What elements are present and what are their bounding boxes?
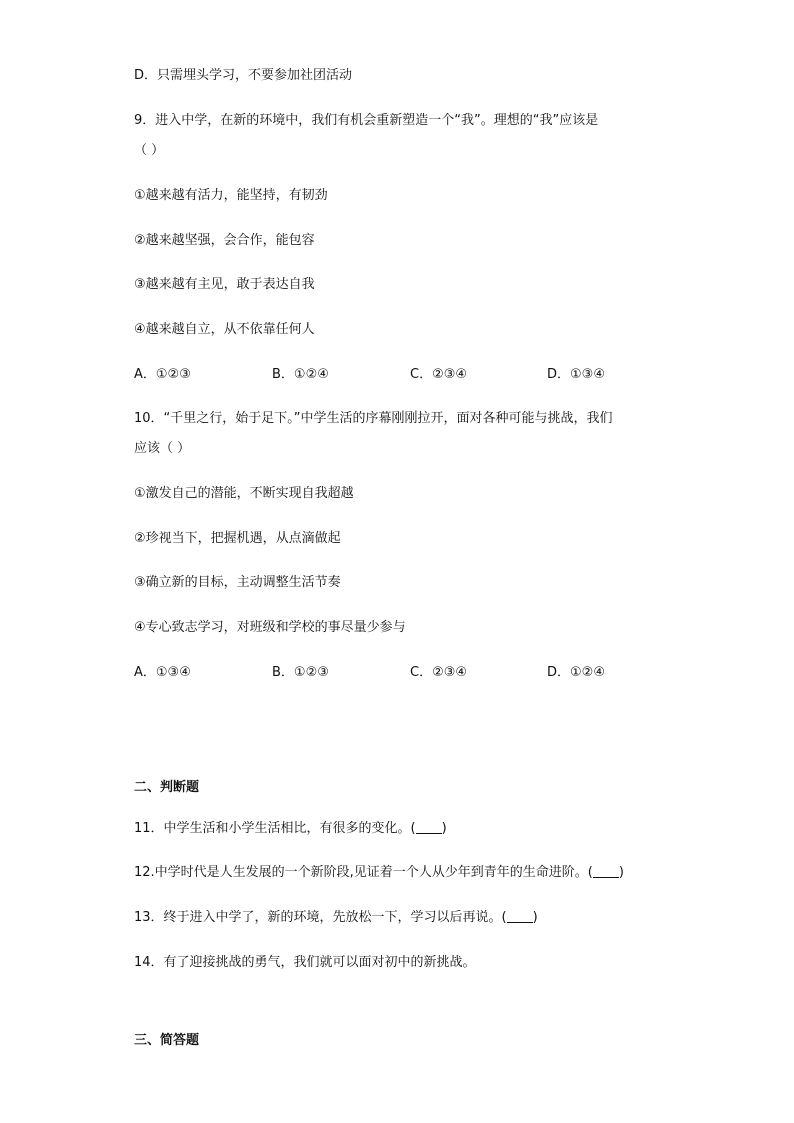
q13-answer-blank[interactable] xyxy=(507,908,533,923)
q12-text: 12.中学时代是人生发展的一个新阶段,见证着一个人从少年到青年的生命进阶。( xyxy=(134,865,593,880)
q10-stem-line1: 10．“千里之行，始于足下。”中学生活的序幕刚刚拉开，面对各种可能与挑战，我们 xyxy=(134,411,613,426)
q9-option-c: C．②③④ xyxy=(410,367,468,382)
q12-answer-blank[interactable] xyxy=(593,863,619,878)
q11-close: ) xyxy=(441,821,447,836)
q10-item-3: ③确立新的目标，主动调整生活节奏 xyxy=(134,575,341,590)
q10-option-c: C．②③④ xyxy=(410,665,468,680)
q9-item-1: ①越来越有活力，能坚持，有韧劲 xyxy=(134,188,328,203)
section3-heading: 三、简答题 xyxy=(134,1033,200,1048)
q11 xyxy=(134,819,447,839)
q9-stem-line1: 9．进入中学，在新的环境中，我们有机会重新塑造一个“我”。理想的“我”应该是 xyxy=(134,113,599,128)
q13-text: 13．终于进入中学了，新的环境，先放松一下，学习以后再说。( xyxy=(134,910,507,925)
q11-text: 11．中学生活和小学生活相比，有很多的变化。( xyxy=(134,821,416,836)
q10-item-2: ②珍视当下，把握机遇，从点滴做起 xyxy=(134,531,341,546)
q10-option-b: B．①②③ xyxy=(272,665,329,680)
q9-item-3: ③越来越有主见，敢于表达自我 xyxy=(134,277,315,292)
q10-options xyxy=(134,663,694,683)
q14: 14．有了迎接挑战的勇气，我们就可以面对初中的新挑战。 xyxy=(134,955,476,970)
q9-item-4: ④越来越自立，从不依靠任何人 xyxy=(134,322,315,337)
q10-item-4: ④专心致志学习，对班级和学校的事尽量少参与 xyxy=(134,620,406,635)
q10-option-d: D．①②④ xyxy=(547,665,605,680)
q9-stem-line2: （ ） xyxy=(134,143,165,158)
q13 xyxy=(134,908,538,928)
q9-item-2: ②越来越坚强，会合作，能包容 xyxy=(134,233,315,248)
q13-close: ) xyxy=(532,910,538,925)
q10-item-1: ①激发自己的潜能，不断实现自我超越 xyxy=(134,486,354,501)
section2-heading: 二、判断题 xyxy=(134,780,200,795)
q8-option-d: D．只需埋头学习，不要参加社团活动 xyxy=(134,68,353,83)
q12 xyxy=(134,863,624,883)
q10-stem-line2: 应该（ ） xyxy=(134,441,191,456)
q9-option-d: D．①③④ xyxy=(547,367,605,382)
q9-options xyxy=(134,365,694,385)
q12-close: ) xyxy=(618,865,624,880)
q10-option-a: A．①③④ xyxy=(134,665,191,680)
q9-option-a: A．①②③ xyxy=(134,367,191,382)
q9-option-b: B．①②④ xyxy=(272,367,329,382)
q11-answer-blank[interactable] xyxy=(416,819,442,834)
